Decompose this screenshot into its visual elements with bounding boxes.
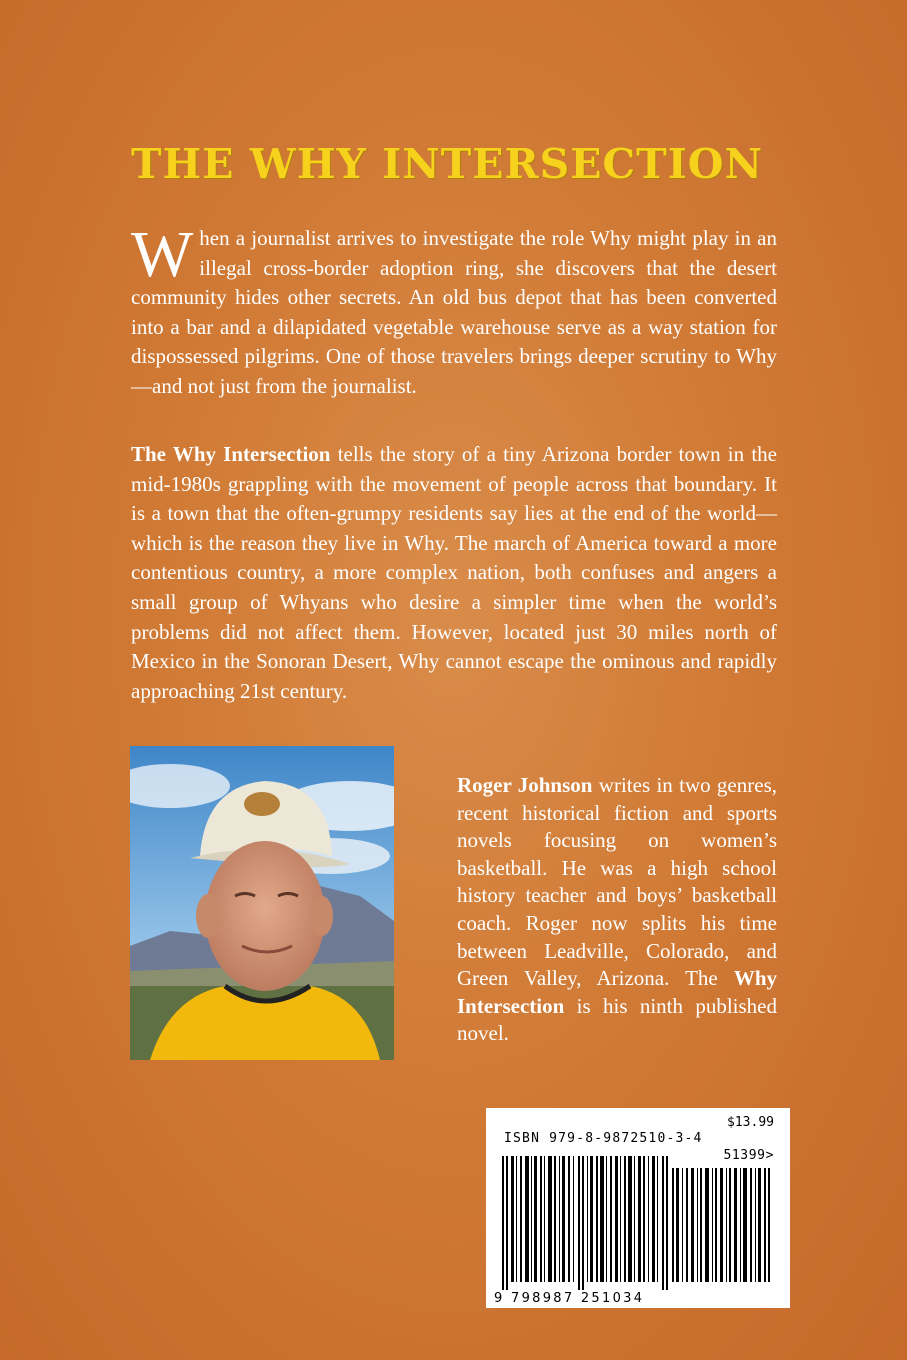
- author-name: Roger Johnson: [457, 773, 593, 797]
- isbn-label: ISBN 979-8-9872510-3-4: [504, 1131, 703, 1146]
- blurb-paragraph-1-text: hen a journalist arrives to investigate the role Why might play in an illegal cross-border adoption ring, she discovers that the desert community hides other secrets. An old bus depot that has been converted into a bar and a dilapidated vegetable warehouse serve as a way station for dispossessed pilgrims. One of those travelers brings deeper scrutiny to Why—and not just from the journalist.: [131, 226, 777, 398]
- price-label: $13.99: [727, 1115, 774, 1130]
- author-bio: [457, 772, 777, 1048]
- blurb-book-name: The Why Intersection: [131, 442, 331, 466]
- author-bio-text-1: writes in two genres, recent historical fiction and sports novels focusing on women’s basketball. He was a high school history teacher and boys’ basketball coach. Roger now splits his time between Leadville, Colorado, and Green Valley, Arizona. The: [457, 773, 777, 991]
- barcode-digits: 9 798987 251034: [494, 1291, 645, 1306]
- blurb-paragraph-2: [131, 440, 777, 706]
- barcode-bars-icon: [502, 1156, 668, 1290]
- author-bio-book-name: Why Intersection: [457, 966, 777, 1018]
- blurb-paragraph-1: [131, 218, 777, 402]
- author-bio-text-2: is his ninth published novel.: [457, 993, 777, 1046]
- isbn-barcode: [486, 1108, 790, 1308]
- book-title: THE WHY INTERSECTION: [131, 140, 763, 188]
- drop-cap: W: [131, 218, 194, 291]
- price-barcode-bars-icon: [672, 1168, 772, 1282]
- author-photo: [130, 746, 394, 1060]
- blurb-paragraph-2-text: tells the story of a tiny Arizona border town in the mid-1980s grappling with the movement of people across that boundary. It is a town that the often-grumpy residents say lies at the end of the world—which is the reason they live in Why. The march of America toward a more contentious country, a more complex nation, both confuses and angers a small group of Whyans who desire a simpler time when the world’s problems did not affect them. However, located just 30 miles north of Mexico in the Sonoran Desert, Why cannot escape the ominous and rapidly approaching 21st century.: [131, 442, 777, 703]
- price-code-label: 51399>: [723, 1148, 774, 1163]
